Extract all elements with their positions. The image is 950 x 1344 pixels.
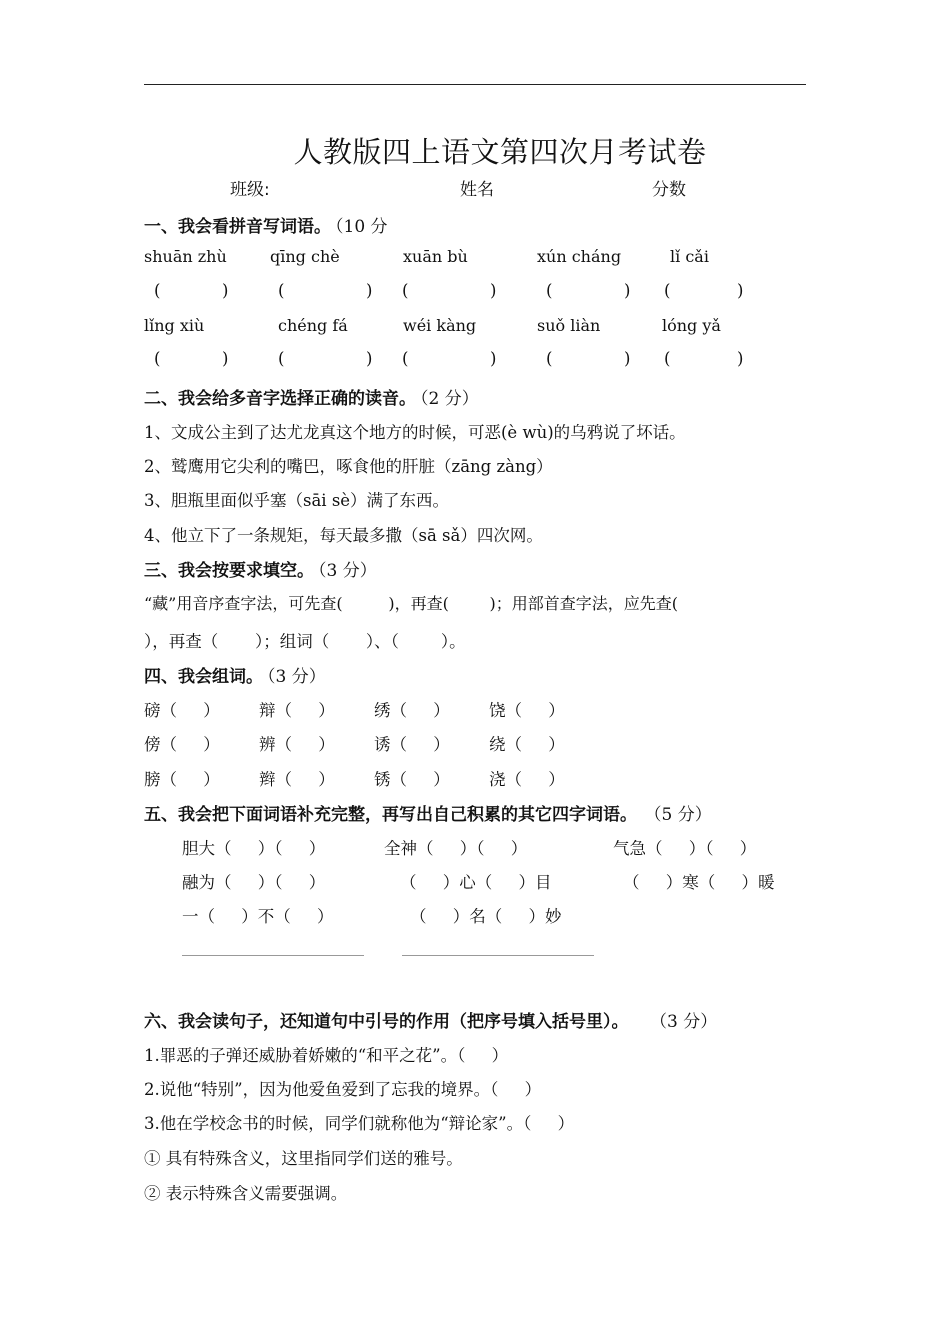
- word-item: 辫（ ）: [259, 770, 335, 789]
- pinyin: shuān zhù: [144, 247, 227, 266]
- answer-bracket-close: ): [624, 349, 631, 368]
- question-line: 4、他立下了一条规矩，每天最多撒（sā sǎ）四次网。: [144, 526, 543, 545]
- question-line: ），再查（ ）；组词（ ）、（ ）。: [144, 632, 466, 651]
- option-line: ② 表示特殊含义需要强调。: [144, 1184, 348, 1203]
- pinyin: xuān bù: [403, 247, 468, 266]
- option-line: ① 具有特殊含义，这里指同学们送的雅号。: [144, 1149, 463, 1168]
- answer-bracket-open: (: [154, 281, 161, 300]
- idiom-item: （ ）心（ ）目: [400, 873, 552, 892]
- answer-bracket-close: ): [737, 281, 744, 300]
- question-line: 2、鹫鹰用它尖利的嘴巴，啄食他的肝脏（zāng zàng）: [144, 457, 553, 476]
- answer-bracket-open: (: [664, 281, 671, 300]
- answer-bracket-close: ): [737, 349, 744, 368]
- write-in-line: [402, 955, 594, 956]
- question-line: 3、胆瓶里面似乎塞（sāi sè）满了东西。: [144, 491, 450, 510]
- answer-bracket-open: (: [546, 281, 553, 300]
- write-in-line: [182, 955, 364, 956]
- score-label: 分数: [652, 180, 686, 200]
- pinyin: wéi kàng: [403, 316, 477, 335]
- section-6-heading: 六、我会读句子，还知道句中引号的作用（把序号填入括号里）。 （3 分）: [144, 1012, 718, 1032]
- word-item: 绣（ ）: [374, 701, 450, 720]
- answer-bracket-open: (: [154, 349, 161, 368]
- answer-bracket-close: ): [222, 281, 229, 300]
- answer-bracket-open: (: [278, 349, 285, 368]
- section-4-heading: 四、我会组词。 （3 分）: [144, 667, 326, 687]
- answer-bracket-open: (: [546, 349, 553, 368]
- section-3-heading: 三、我会按要求填空。 （3 分）: [144, 561, 377, 581]
- word-item: 傍（ ）: [144, 735, 220, 754]
- question-line: 3.他在学校念书的时候，同学们就称他为“辩论家”。（ ）: [144, 1114, 575, 1133]
- idiom-item: 全神（ ）（ ）: [384, 839, 528, 858]
- answer-bracket-close: ): [222, 349, 229, 368]
- question-line: 1.罪恶的子弹还威胁着娇嫩的“和平之花”。（ ）: [144, 1046, 509, 1065]
- page-title: 人教版四上语文第四次月考试卷: [293, 135, 707, 169]
- idiom-item: （ ）名（ ）妙: [410, 907, 562, 926]
- idiom-item: 胆大（ ）（ ）: [182, 839, 326, 858]
- idiom-item: 融为（ ）（ ）: [182, 873, 326, 892]
- pinyin: xún cháng: [537, 247, 622, 266]
- answer-bracket-close: ): [366, 349, 373, 368]
- pinyin: lǐng xiù: [144, 316, 205, 335]
- pinyin: qīng chè: [270, 247, 340, 266]
- answer-bracket-open: (: [278, 281, 285, 300]
- word-item: 诱（ ）: [374, 735, 450, 754]
- answer-bracket-close: ): [624, 281, 631, 300]
- section-2-heading: 二、我会给多音字选择正确的读音。 （2 分）: [144, 389, 479, 409]
- word-item: 饶（ ）: [489, 701, 565, 720]
- word-item: 锈（ ）: [374, 770, 450, 789]
- pinyin: lǐ cǎi: [670, 247, 709, 266]
- word-item: 浇（ ）: [489, 770, 565, 789]
- pinyin: chéng fá: [278, 316, 348, 335]
- answer-bracket-close: ): [490, 281, 497, 300]
- pinyin: lóng yǎ: [662, 316, 721, 335]
- word-item: 绕（ ）: [489, 735, 565, 754]
- word-item: 磅（ ）: [144, 701, 220, 720]
- idiom-item: （ ）寒（ ）暖: [623, 873, 775, 892]
- word-item: 辩（ ）: [259, 701, 335, 720]
- question-line: “藏”用音序查字法，可先查( )，再查( )；用部首查字法，应先查(: [144, 594, 679, 613]
- section-5-heading: 五、我会把下面词语补充完整，再写出自己积累的其它四字词语。 （5 分）: [144, 805, 712, 825]
- idiom-item: 一（ ）不（ ）: [182, 907, 334, 926]
- word-item: 膀（ ）: [144, 770, 220, 789]
- section-1-heading: 一、我会看拼音写词语。 （10 分: [144, 217, 388, 237]
- class-label: 班级:: [230, 180, 270, 200]
- answer-bracket-open: (: [664, 349, 671, 368]
- name-label: 姓名: [460, 180, 494, 200]
- word-item: 辨（ ）: [259, 735, 335, 754]
- header-rule: [144, 84, 806, 85]
- question-line: 2.说他“特别”，因为他爱鱼爱到了忘我的境界。（ ）: [144, 1080, 542, 1099]
- pinyin: suǒ liàn: [537, 316, 601, 335]
- answer-bracket-open: (: [402, 281, 409, 300]
- answer-bracket-close: ): [490, 349, 497, 368]
- question-line: 1、文成公主到了达尤龙真这个地方的时候，可恶(è wù)的乌鸦说了坏话。: [144, 423, 686, 442]
- answer-bracket-open: (: [402, 349, 409, 368]
- idiom-item: 气急（ ）（ ）: [613, 839, 757, 858]
- answer-bracket-close: ): [366, 281, 373, 300]
